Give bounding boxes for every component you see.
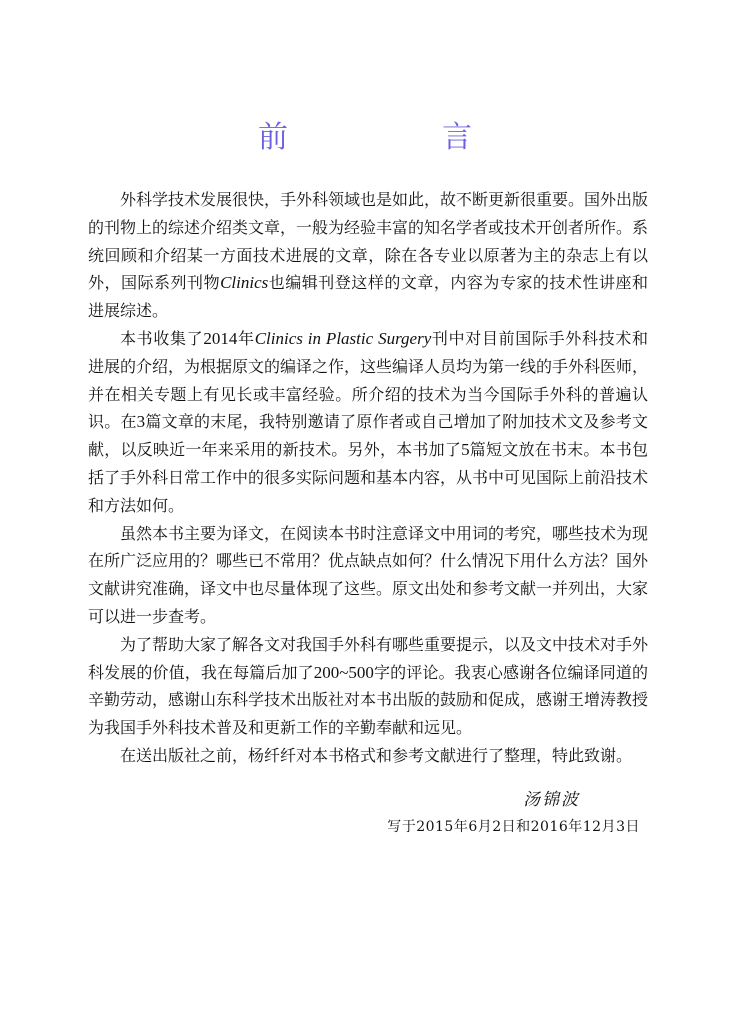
text-run: 5 — [461, 440, 470, 460]
text-run: 年 — [237, 328, 255, 348]
paragraph-1 — [88, 186, 648, 325]
text-run: 篇短文放在书末。本书包括了手外科日常工作中的很多实际问题和基本内容，从书中可见国际上前沿技术和方法如何。 — [88, 440, 649, 515]
text-run: 外科学技术发展很快，手外科领域也是如此，故不断更新很重要。国外出版的刊物上的综述介绍类文章，一般为经验丰富的知名学者或技术开创者所作。系统回顾和介绍某一方面技术进展的文章，除在各专业以原著为主的杂志上有以外，国际系列刊物 — [88, 190, 649, 293]
text-run: 为了帮助大家了解各文对我国手外科有哪些重要提示，以及文中技术对手外科发展的价值，我在每篇后加了 — [88, 634, 649, 682]
text-run: 字的评论。我衷心感谢各位编译同道的辛勤劳动，感谢山东科学技术出版社对本书出版的鼓励和促成，感谢王增涛教授为我国手外科技术普及和更新工作的辛勤奉献和远见。 — [88, 662, 649, 738]
text-run: 在送出版社之前，杨纤纤对本书格式和参考文献进行了整理，特此致谢。 — [120, 745, 633, 765]
text-run: 虽然本书主要为译文，在阅读本书时注意译文中用词的考究，哪些技术为现在所广泛应用的？哪些已不常用？优点缺点如何？什么情况下用什么方法？国外文献讲究准确，译文中也尽量体现了这些。原文出处和参考文献一并列出，大家可以进一步查考。 — [88, 523, 649, 626]
text-run: Clinics — [220, 273, 269, 293]
page-title: 前 言 — [258, 120, 534, 155]
paragraph-4 — [88, 631, 648, 742]
paragraph-3 — [88, 520, 648, 631]
text-run: Clinics in Plastic Surgery — [254, 328, 432, 348]
text-run: 2014 — [203, 328, 238, 348]
text-run: 本书收集了 — [120, 328, 204, 348]
signature-date: 写于2015年6月2日和2016年12月3日 — [387, 819, 640, 835]
text-run: 刊中对目前国际手外科技术和进展的介绍，为根据原文的编译之作，这些编译人员均为第一线的手外科医师，并在相关专题上有见长或丰富经验。所介绍的技术为当今国际手外科的普遍认识。在 — [88, 328, 649, 432]
text-run: 200~500 — [313, 662, 374, 682]
paragraph-5 — [88, 742, 648, 770]
text-run: 也编辑刊登这样的文章，内容为专家的技术性讲座和进展综述。 — [88, 273, 648, 321]
text-run: 3 — [136, 412, 146, 432]
preface-body — [88, 186, 648, 770]
text-run: 篇文章的末尾，我特别邀请了原作者或自己增加了附加技术文及参考文献，以反映近一年来采用的新技术。另外，本书加了 — [88, 412, 648, 460]
author-signature: 汤锦波 — [523, 790, 580, 810]
paragraph-2 — [88, 325, 648, 520]
